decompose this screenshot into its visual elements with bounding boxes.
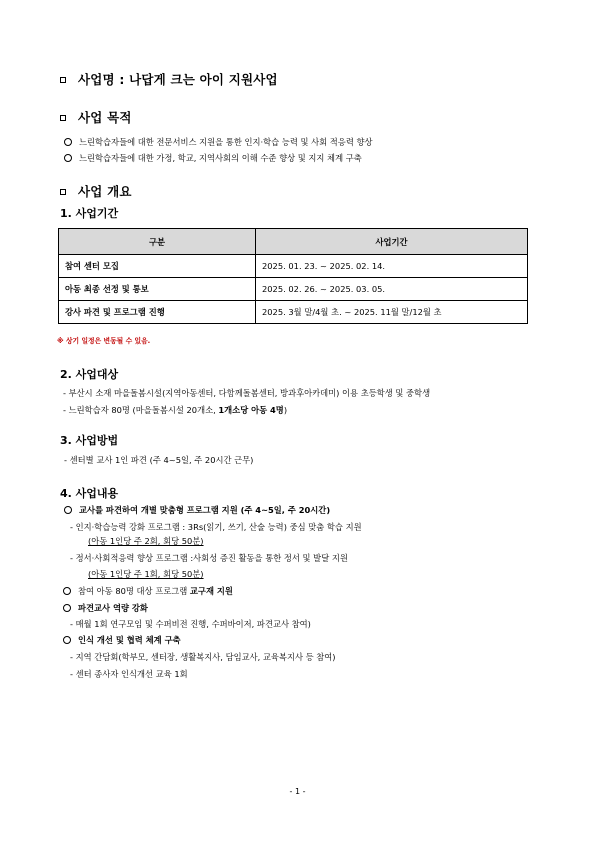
business-title: 사업명 : 나답게 크는 아이 지원사업: [60, 70, 278, 88]
circle-bullet-icon: [64, 138, 72, 146]
square-bullet-icon: [60, 115, 66, 121]
table-cell: 2025. 01. 23. ~ 2025. 02. 14.: [256, 255, 528, 278]
square-bullet-icon: [60, 189, 66, 195]
purpose-item: 느린학습자들에 대한 전문서비스 지원을 통한 인지·학습 능력 및 사회 적응력 향상: [64, 136, 373, 148]
circle-bullet-icon: [63, 636, 71, 644]
period-heading: 1. 사업기간: [60, 207, 119, 220]
square-bullet-icon: [60, 77, 66, 83]
content-item: 파견교사 역량 강화: [63, 602, 148, 614]
column-header: 사업기간: [256, 229, 528, 255]
content-item: 참여 아동 80명 대상 프로그램 교구재 지원: [63, 585, 233, 597]
content-subitem: - 센터 종사자 인식개선 교육 1회: [70, 669, 188, 679]
purpose-item: 느린학습자들에 대한 가정, 학교, 지역사회의 이해 수준 향상 및 지지 체계 구축: [64, 152, 362, 164]
target-heading: 2. 사업대상: [60, 368, 119, 381]
table-header-row: [59, 229, 528, 255]
column-header: 구분: [59, 229, 256, 255]
target-line: - 느린학습자 80명 (마을돌봄시설 20개소, 1개소당 아동 4명): [63, 405, 288, 415]
table-cell: 아동 최종 선정 및 통보: [59, 278, 256, 301]
schedule-table: [58, 228, 528, 324]
table-cell: 강사 파견 및 프로그램 진행: [59, 301, 256, 324]
target-line: - 부산시 소재 마을돌봄시설(지역아동센터, 다함께돌봄센터, 방과후아카데미) 이용 초등학생 및 중학생: [63, 388, 431, 398]
circle-bullet-icon: [64, 154, 72, 162]
content-subitem: - 매월 1회 연구모임 및 수퍼비전 진행, 수퍼바이저, 파견교사 참여): [70, 619, 311, 629]
circle-bullet-icon: [63, 604, 71, 612]
content-item: 교사를 파견하여 개별 맞춤형 프로그램 지원 (주 4~5일, 주 20시간): [64, 504, 330, 516]
schedule-note: ※ 상기 일정은 변동될 수 있음.: [57, 337, 151, 345]
content-subitem-note: (아동 1인당 주 2회, 회당 50분): [88, 536, 204, 546]
table-cell: 참여 센터 모집: [59, 255, 256, 278]
method-heading: 3. 사업방법: [60, 434, 119, 447]
content-subitem: - 지역 간담회(학부모, 센터장, 생활복지사, 담임교사, 교육복지사 등 참여): [70, 652, 336, 662]
content-subitem: - 인지·학습능력 강화 프로그램 : 3Rs(읽기, 쓰기, 산술 능력) 중심 맞춤 학습 지원: [70, 522, 362, 532]
table-row: [59, 301, 528, 324]
content-subitem: - 정서·사회적응력 향상 프로그램 :사회성 증진 활동을 통한 정서 및 발달 지원: [70, 553, 348, 563]
content-subitem-note: (아동 1인당 주 1회, 회당 50분): [88, 569, 204, 579]
table-cell: 2025. 3월 말/4월 초. ~ 2025. 11월 말/12월 초: [256, 301, 528, 324]
table-cell: 2025. 02. 26. ~ 2025. 03. 05.: [256, 278, 528, 301]
circle-bullet-icon: [64, 506, 72, 514]
table-row: [59, 278, 528, 301]
purpose-heading: 사업 목적: [60, 108, 132, 126]
method-line: - 센터별 교사 1인 파견 (주 4~5일, 주 20시간 근무): [64, 455, 254, 465]
circle-bullet-icon: [63, 587, 71, 595]
content-heading: 4. 사업내용: [60, 487, 119, 500]
overview-heading: 사업 개요: [60, 182, 132, 200]
content-item: 인식 개선 및 협력 체계 구축: [63, 634, 181, 646]
page-number: - 1 -: [289, 787, 306, 796]
table-row: [59, 255, 528, 278]
